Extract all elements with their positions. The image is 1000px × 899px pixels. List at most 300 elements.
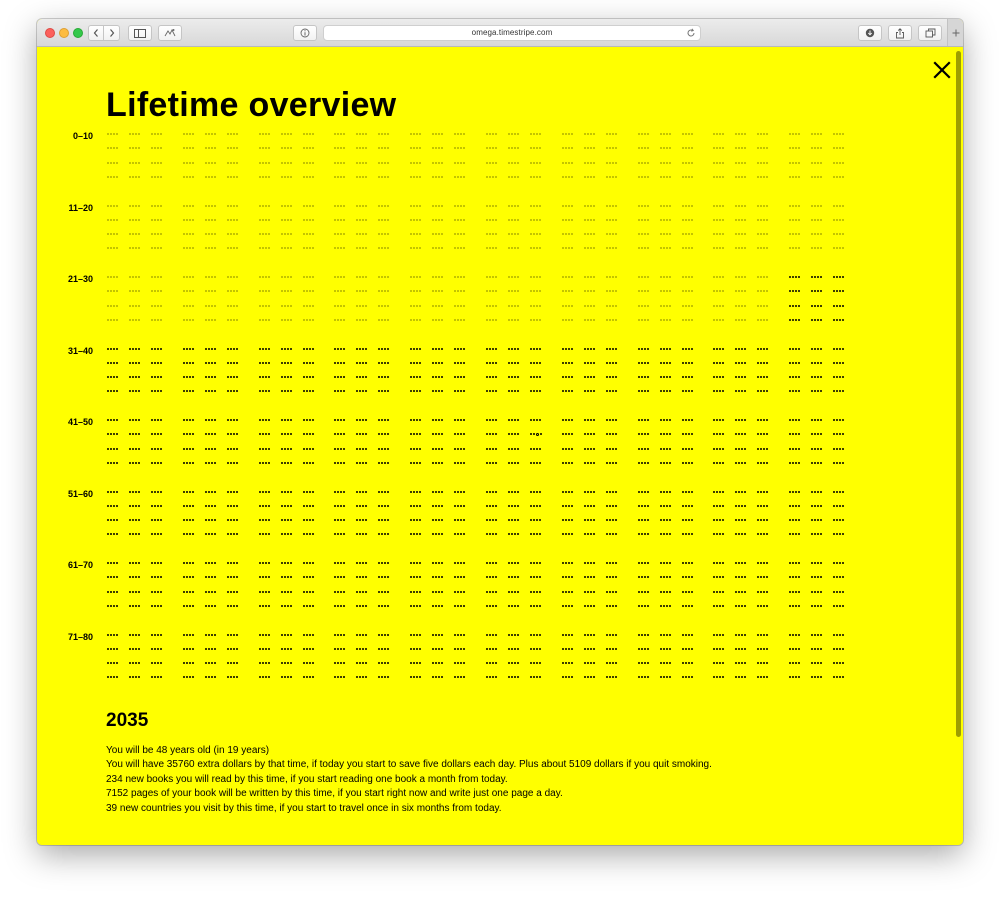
week-dot bbox=[836, 419, 838, 421]
week-dot bbox=[562, 162, 564, 164]
week-dot bbox=[587, 233, 589, 235]
week-dot bbox=[495, 491, 497, 493]
week-dot bbox=[340, 219, 342, 221]
week-dot bbox=[716, 233, 718, 235]
window-minimize-button[interactable] bbox=[59, 28, 69, 38]
week-dot bbox=[536, 247, 538, 249]
week-dot bbox=[214, 176, 216, 178]
week-dot bbox=[362, 462, 364, 464]
week-dot bbox=[514, 605, 516, 607]
week-group bbox=[356, 448, 367, 450]
week-dot bbox=[435, 505, 437, 507]
week-dot bbox=[713, 147, 715, 149]
week-dot bbox=[606, 276, 608, 278]
window-close-button[interactable] bbox=[45, 28, 55, 38]
week-row bbox=[183, 519, 245, 522]
week-dot bbox=[565, 376, 567, 378]
week-group bbox=[303, 219, 314, 221]
week-dot bbox=[508, 348, 510, 350]
week-dot bbox=[205, 276, 207, 278]
week-dot bbox=[387, 290, 389, 292]
week-group bbox=[454, 305, 465, 307]
week-dot bbox=[457, 147, 459, 149]
week-dot bbox=[460, 505, 462, 507]
forward-button[interactable] bbox=[104, 25, 120, 41]
week-dot bbox=[441, 219, 443, 221]
week-dot bbox=[356, 562, 358, 564]
week-group bbox=[334, 176, 345, 178]
week-dot bbox=[757, 390, 759, 392]
week-dot bbox=[638, 390, 640, 392]
week-row bbox=[789, 162, 851, 165]
week-dot bbox=[744, 233, 746, 235]
week-group bbox=[356, 290, 367, 292]
week-dot bbox=[233, 162, 235, 164]
week-dot bbox=[489, 362, 491, 364]
week-dot bbox=[568, 147, 570, 149]
week-dot bbox=[419, 319, 421, 321]
week-dot bbox=[593, 505, 595, 507]
week-dot bbox=[757, 348, 759, 350]
week-dot bbox=[387, 562, 389, 564]
week-dot bbox=[410, 576, 412, 578]
week-dot bbox=[378, 676, 380, 678]
week-row bbox=[183, 348, 245, 351]
new-tab-button[interactable] bbox=[947, 19, 963, 46]
address-bar[interactable] bbox=[323, 25, 701, 41]
week-dot bbox=[691, 133, 693, 135]
extension-button[interactable] bbox=[158, 25, 182, 41]
week-dot bbox=[113, 662, 115, 664]
week-dot bbox=[609, 219, 611, 221]
week-dot bbox=[457, 662, 459, 664]
week-dot bbox=[584, 419, 586, 421]
week-dot bbox=[337, 591, 339, 593]
week-dot bbox=[154, 462, 156, 464]
week-dot bbox=[811, 519, 813, 521]
share-button[interactable] bbox=[888, 25, 912, 41]
week-dot bbox=[309, 448, 311, 450]
week-dot bbox=[763, 147, 765, 149]
week-dot bbox=[129, 162, 131, 164]
week-dot bbox=[741, 247, 743, 249]
week-dot bbox=[533, 233, 535, 235]
week-dot bbox=[536, 305, 538, 307]
week-dot bbox=[387, 576, 389, 578]
week-group bbox=[660, 305, 671, 307]
week-dot bbox=[820, 419, 822, 421]
week-group bbox=[334, 219, 345, 221]
week-dot bbox=[492, 319, 494, 321]
week-row bbox=[486, 362, 548, 365]
week-group bbox=[129, 533, 140, 535]
week-group bbox=[486, 462, 497, 464]
week-dot bbox=[536, 376, 538, 378]
week-dot bbox=[663, 519, 665, 521]
week-dot bbox=[744, 362, 746, 364]
week-group bbox=[227, 205, 238, 207]
week-group bbox=[378, 448, 389, 450]
week-dot bbox=[489, 562, 491, 564]
week-dot bbox=[691, 290, 693, 292]
week-dot bbox=[663, 433, 665, 435]
week-group bbox=[183, 433, 194, 435]
week-dot bbox=[287, 305, 289, 307]
week-dot bbox=[284, 576, 286, 578]
week-group bbox=[757, 433, 768, 435]
week-group bbox=[227, 648, 238, 650]
week-group bbox=[486, 533, 497, 535]
week-row bbox=[410, 519, 472, 522]
week-dot bbox=[638, 233, 640, 235]
week-dot bbox=[766, 162, 768, 164]
week-dot bbox=[682, 233, 684, 235]
week-group bbox=[205, 662, 216, 664]
week-dot bbox=[160, 390, 162, 392]
week-dot bbox=[495, 147, 497, 149]
week-group bbox=[606, 205, 617, 207]
week-dot bbox=[590, 147, 592, 149]
back-button[interactable] bbox=[88, 25, 104, 41]
week-dot bbox=[666, 433, 668, 435]
week-group bbox=[682, 205, 693, 207]
week-dot bbox=[842, 162, 844, 164]
week-group bbox=[334, 648, 345, 650]
week-dot bbox=[817, 462, 819, 464]
week-row bbox=[789, 562, 851, 565]
week-row bbox=[486, 634, 548, 637]
week-dot bbox=[792, 276, 794, 278]
week-dot bbox=[836, 133, 838, 135]
downloads-button[interactable] bbox=[858, 25, 882, 41]
week-group bbox=[638, 462, 649, 464]
week-dot bbox=[410, 205, 412, 207]
week-group bbox=[735, 219, 746, 221]
week-dot bbox=[309, 505, 311, 507]
week-dot bbox=[192, 362, 194, 364]
week-dot bbox=[192, 376, 194, 378]
week-dot bbox=[312, 305, 314, 307]
week-group bbox=[151, 290, 162, 292]
week-dot bbox=[192, 319, 194, 321]
week-dot bbox=[211, 648, 213, 650]
week-dot bbox=[735, 533, 737, 535]
week-group bbox=[378, 319, 389, 321]
week-group bbox=[205, 205, 216, 207]
week-dot bbox=[208, 519, 210, 521]
week-row bbox=[713, 362, 775, 365]
week-group bbox=[410, 533, 421, 535]
week-dot bbox=[284, 348, 286, 350]
week-group bbox=[508, 276, 519, 278]
week-group bbox=[833, 433, 844, 435]
week-row bbox=[183, 276, 245, 279]
week-dot bbox=[435, 562, 437, 564]
week-dot bbox=[647, 319, 649, 321]
site-info-button[interactable] bbox=[293, 25, 317, 41]
week-dot bbox=[685, 162, 687, 164]
week-dot bbox=[186, 290, 188, 292]
week-group bbox=[432, 505, 443, 507]
week-dot bbox=[132, 462, 134, 464]
week-dot bbox=[514, 205, 516, 207]
week-dot bbox=[129, 319, 131, 321]
decade-label: 0–10 bbox=[72, 131, 93, 141]
week-group bbox=[682, 505, 693, 507]
week-dot bbox=[833, 390, 835, 392]
week-dot bbox=[565, 276, 567, 278]
week-dot bbox=[842, 233, 844, 235]
week-dot bbox=[463, 419, 465, 421]
week-group bbox=[334, 505, 345, 507]
week-group bbox=[183, 376, 194, 378]
week-dot bbox=[113, 462, 115, 464]
week-dot bbox=[192, 662, 194, 664]
week-dot bbox=[511, 290, 513, 292]
window-maximize-button[interactable] bbox=[73, 28, 83, 38]
week-dot bbox=[312, 605, 314, 607]
week-dot bbox=[836, 533, 838, 535]
week-row bbox=[789, 147, 851, 150]
sidebar-button[interactable] bbox=[128, 25, 152, 41]
chevron-right-icon bbox=[108, 28, 116, 38]
week-dot bbox=[795, 519, 797, 521]
week-dot bbox=[384, 276, 386, 278]
week-dot bbox=[381, 462, 383, 464]
week-group bbox=[682, 219, 693, 221]
week-dot bbox=[110, 162, 112, 164]
week-dot bbox=[647, 247, 649, 249]
week-dot bbox=[211, 533, 213, 535]
week-dot bbox=[792, 219, 794, 221]
week-dot bbox=[722, 276, 724, 278]
week-dot bbox=[343, 247, 345, 249]
week-dot bbox=[113, 519, 115, 521]
week-row bbox=[789, 505, 851, 508]
week-dot bbox=[413, 276, 415, 278]
week-row bbox=[183, 219, 245, 222]
week-dot bbox=[230, 562, 232, 564]
week-dot bbox=[719, 562, 721, 564]
week-group bbox=[833, 247, 844, 249]
week-group bbox=[356, 205, 367, 207]
week-dot bbox=[378, 233, 380, 235]
week-dot bbox=[186, 305, 188, 307]
week-dot bbox=[514, 562, 516, 564]
week-dot bbox=[432, 576, 434, 578]
week-dot bbox=[539, 505, 541, 507]
week-dot bbox=[735, 133, 737, 135]
close-icon[interactable] bbox=[932, 60, 952, 80]
week-dot bbox=[568, 605, 570, 607]
week-dot bbox=[609, 491, 611, 493]
week-group bbox=[151, 448, 162, 450]
week-dot bbox=[284, 519, 286, 521]
week-dot bbox=[356, 247, 358, 249]
week-group bbox=[486, 147, 497, 149]
week-dot bbox=[792, 562, 794, 564]
week-dot bbox=[744, 390, 746, 392]
week-dot bbox=[416, 305, 418, 307]
week-dot bbox=[138, 276, 140, 278]
week-dot bbox=[262, 348, 264, 350]
week-row bbox=[183, 605, 245, 608]
week-dot bbox=[343, 648, 345, 650]
week-dot bbox=[612, 247, 614, 249]
week-dot bbox=[306, 576, 308, 578]
week-dot bbox=[214, 676, 216, 678]
week-group bbox=[303, 505, 314, 507]
week-group bbox=[356, 591, 367, 593]
week-dot bbox=[378, 376, 380, 378]
week-row bbox=[107, 634, 169, 637]
week-group bbox=[833, 219, 844, 221]
week-dot bbox=[343, 348, 345, 350]
week-group bbox=[811, 491, 822, 493]
week-dot bbox=[517, 247, 519, 249]
week-dot bbox=[744, 133, 746, 135]
week-dot bbox=[110, 276, 112, 278]
week-dot bbox=[716, 419, 718, 421]
week-dot bbox=[281, 419, 283, 421]
week-dot bbox=[615, 133, 617, 135]
week-group bbox=[606, 390, 617, 392]
week-dot bbox=[208, 533, 210, 535]
week-dot bbox=[833, 376, 835, 378]
week-dot bbox=[571, 319, 573, 321]
week-dot bbox=[309, 676, 311, 678]
week-group bbox=[227, 247, 238, 249]
week-dot bbox=[839, 247, 841, 249]
week-dot bbox=[760, 433, 762, 435]
week-group bbox=[486, 505, 497, 507]
week-dot bbox=[738, 176, 740, 178]
week-group bbox=[151, 176, 162, 178]
week-dot bbox=[539, 491, 541, 493]
week-dot bbox=[192, 162, 194, 164]
week-group bbox=[508, 491, 519, 493]
week-row bbox=[562, 448, 624, 451]
week-group bbox=[259, 162, 270, 164]
week-group bbox=[183, 676, 194, 678]
week-dot bbox=[334, 605, 336, 607]
week-dot bbox=[306, 662, 308, 664]
week-dot bbox=[410, 533, 412, 535]
reload-icon[interactable] bbox=[686, 28, 696, 38]
week-dot bbox=[615, 162, 617, 164]
week-dot bbox=[738, 319, 740, 321]
week-group bbox=[530, 205, 541, 207]
week-dot bbox=[682, 247, 684, 249]
tabs-overview-button[interactable] bbox=[918, 25, 942, 41]
week-dot bbox=[593, 176, 595, 178]
week-dot bbox=[113, 276, 115, 278]
week-dot bbox=[441, 662, 443, 664]
week-dot bbox=[612, 290, 614, 292]
week-group bbox=[205, 147, 216, 149]
week-dot bbox=[741, 362, 743, 364]
week-dot bbox=[489, 290, 491, 292]
week-dot bbox=[820, 576, 822, 578]
week-dot bbox=[722, 162, 724, 164]
week-dot bbox=[463, 634, 465, 636]
week-dot bbox=[811, 147, 813, 149]
week-dot bbox=[763, 448, 765, 450]
week-dot bbox=[132, 305, 134, 307]
week-group bbox=[259, 233, 270, 235]
week-group bbox=[757, 533, 768, 535]
week-dot bbox=[309, 305, 311, 307]
week-dot bbox=[284, 162, 286, 164]
week-row bbox=[562, 247, 624, 250]
week-row bbox=[486, 605, 548, 608]
week-dot bbox=[287, 133, 289, 135]
week-dot bbox=[340, 205, 342, 207]
week-dot bbox=[211, 176, 213, 178]
week-dot bbox=[205, 605, 207, 607]
week-dot bbox=[151, 133, 153, 135]
week-dot bbox=[362, 648, 364, 650]
week-dot bbox=[290, 233, 292, 235]
week-row bbox=[183, 233, 245, 236]
week-dot bbox=[378, 419, 380, 421]
week-row bbox=[713, 419, 775, 422]
week-group bbox=[660, 162, 671, 164]
week-dot bbox=[839, 276, 841, 278]
week-group bbox=[129, 247, 140, 249]
week-dot bbox=[135, 290, 137, 292]
week-dot bbox=[265, 319, 267, 321]
week-dot bbox=[306, 276, 308, 278]
week-dot bbox=[290, 305, 292, 307]
week-dot bbox=[306, 290, 308, 292]
week-dot bbox=[138, 648, 140, 650]
week-dot bbox=[384, 219, 386, 221]
week-group bbox=[584, 591, 595, 593]
week-dot bbox=[359, 205, 361, 207]
week-dot bbox=[208, 276, 210, 278]
week-dot bbox=[565, 362, 567, 364]
week-dot bbox=[432, 676, 434, 678]
week-row bbox=[562, 591, 624, 594]
week-dot bbox=[110, 605, 112, 607]
week-dot bbox=[539, 419, 541, 421]
week-dot bbox=[110, 133, 112, 135]
week-dot bbox=[757, 433, 759, 435]
week-group bbox=[151, 562, 162, 564]
week-row bbox=[259, 648, 321, 651]
week-dot bbox=[192, 533, 194, 535]
week-group bbox=[432, 648, 443, 650]
week-dot bbox=[814, 562, 816, 564]
week-dot bbox=[539, 276, 541, 278]
week-dot bbox=[735, 576, 737, 578]
week-dot bbox=[268, 348, 270, 350]
week-group bbox=[281, 491, 292, 493]
week-dot bbox=[612, 162, 614, 164]
week-row bbox=[486, 390, 548, 393]
week-dot bbox=[438, 233, 440, 235]
week-dot bbox=[138, 147, 140, 149]
week-group bbox=[606, 448, 617, 450]
week-group bbox=[757, 448, 768, 450]
week-dot bbox=[340, 533, 342, 535]
week-dot bbox=[660, 591, 662, 593]
week-dot bbox=[410, 276, 412, 278]
week-dot bbox=[189, 462, 191, 464]
week-group bbox=[205, 348, 216, 350]
week-dot bbox=[757, 505, 759, 507]
